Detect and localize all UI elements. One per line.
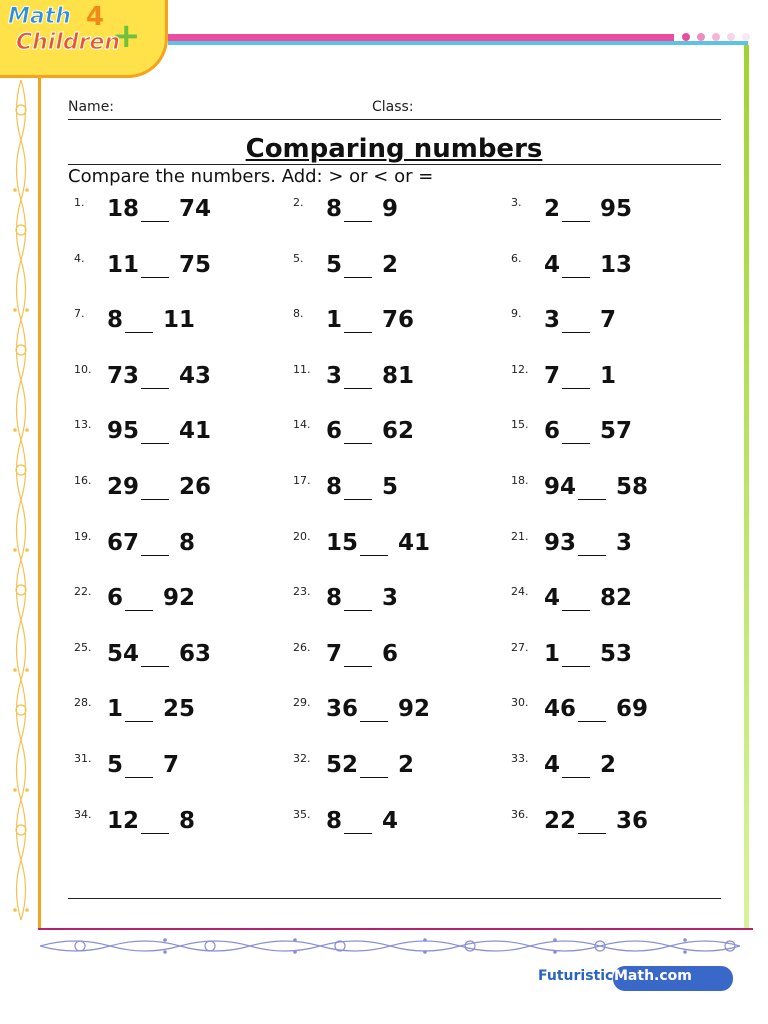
answer-blank[interactable]	[141, 832, 169, 834]
left-number: 8	[326, 807, 343, 834]
problem-number: 4.	[74, 251, 85, 265]
problem-expression	[326, 641, 398, 667]
bottom-border-line	[38, 928, 753, 930]
problem-expression	[326, 530, 430, 556]
problem-expression	[107, 307, 195, 333]
class-label: Class:	[372, 99, 414, 115]
problem-number: 14.	[293, 418, 311, 432]
problem-expression	[544, 363, 616, 389]
right-number: 43	[179, 362, 212, 389]
problem-expression	[326, 418, 414, 444]
right-number: 2	[600, 752, 617, 778]
answer-blank[interactable]	[344, 276, 372, 278]
answer-blank[interactable]	[344, 442, 372, 444]
answer-blank[interactable]	[344, 665, 372, 667]
right-number: 82	[600, 585, 633, 612]
right-number: 95	[600, 196, 633, 222]
problem-expression	[544, 585, 632, 611]
problem-number: 32.	[293, 752, 311, 765]
left-number: 4	[544, 585, 561, 612]
answer-blank[interactable]	[141, 220, 169, 222]
problem-expression	[544, 196, 632, 222]
problem-expression	[544, 474, 648, 500]
right-number: 8	[179, 529, 196, 556]
left-number: 3	[326, 362, 343, 389]
math4children-logo	[0, 0, 168, 78]
problem-expression	[544, 418, 632, 444]
answer-blank[interactable]	[562, 665, 590, 667]
answer-blank[interactable]	[344, 387, 372, 389]
problem-expression	[544, 696, 648, 722]
problem-number: 23.	[293, 585, 311, 599]
bottom-rule	[68, 898, 721, 899]
problem-expression	[107, 474, 211, 500]
problem-number: 29.	[293, 696, 311, 710]
problem-number: 30.	[511, 696, 529, 710]
name-class-line	[68, 119, 721, 120]
problem-number: 27.	[511, 640, 529, 654]
problem-expression	[107, 418, 211, 444]
problem-number: 33.	[511, 752, 529, 765]
left-number: 22	[544, 807, 577, 834]
left-number: 2	[544, 196, 561, 222]
left-number: 12	[107, 807, 140, 834]
right-number: 92	[398, 696, 431, 723]
problem-number: 9.	[511, 307, 522, 321]
problem-expression	[326, 696, 430, 722]
left-number: 1	[326, 307, 343, 334]
right-number: 3	[616, 529, 633, 556]
left-number: 6	[544, 418, 561, 445]
problem-number: 7.	[74, 307, 85, 321]
left-number: 8	[326, 196, 343, 222]
left-number: 15	[326, 529, 359, 556]
right-number: 13	[600, 251, 633, 278]
left-number: 36	[326, 696, 359, 723]
problem-number: 6.	[511, 251, 522, 265]
problem-number: 12.	[511, 362, 529, 376]
left-number: 8	[326, 585, 343, 612]
problem-number: 13.	[74, 418, 92, 432]
left-number: 94	[544, 474, 577, 500]
answer-blank[interactable]	[344, 832, 372, 834]
footer-brand-part2: Math.com	[614, 968, 692, 984]
left-number: 1	[107, 696, 124, 723]
left-border-line	[38, 78, 41, 930]
problem-number: 26.	[293, 640, 311, 654]
left-number: 3	[544, 307, 561, 334]
right-number: 92	[163, 585, 196, 612]
top-blue-stripe	[168, 41, 748, 45]
problem-expression	[326, 307, 414, 333]
bottom-ornament-border	[40, 934, 752, 958]
problem-number: 31.	[74, 752, 92, 765]
problem-number: 16.	[74, 474, 92, 487]
answer-blank[interactable]	[125, 720, 153, 722]
top-dot	[742, 33, 750, 41]
right-number: 63	[179, 640, 212, 667]
answer-blank[interactable]	[562, 387, 590, 389]
name-label: Name:	[68, 99, 115, 115]
instructions: Compare the numbers. Add: > or < or =	[68, 166, 434, 187]
problem-expression	[107, 641, 211, 667]
left-number: 67	[107, 529, 140, 556]
top-dot	[712, 33, 720, 41]
left-number: 7	[544, 362, 561, 389]
answer-blank[interactable]	[141, 665, 169, 667]
problem-number: 22.	[74, 585, 92, 599]
answer-blank[interactable]	[125, 609, 153, 611]
problem-expression	[107, 196, 211, 222]
problem-expression	[107, 808, 195, 834]
answer-blank[interactable]	[344, 609, 372, 611]
logo-text-math: Math	[8, 4, 71, 29]
right-number: 62	[382, 418, 415, 445]
right-number: 81	[382, 362, 415, 389]
problem-number: 17.	[293, 474, 311, 487]
problem-expression	[107, 696, 195, 722]
right-number: 8	[179, 807, 196, 834]
problem-expression	[326, 808, 398, 834]
problem-expression	[107, 752, 179, 778]
answer-blank[interactable]	[344, 331, 372, 333]
right-number: 9	[382, 196, 399, 222]
left-number: 5	[107, 752, 124, 778]
answer-blank[interactable]	[578, 832, 606, 834]
right-number: 69	[616, 696, 649, 723]
right-number: 41	[398, 529, 431, 556]
problem-number: 19.	[74, 529, 92, 543]
answer-blank[interactable]	[360, 554, 388, 556]
right-number: 58	[616, 474, 649, 500]
problem-expression	[107, 252, 211, 278]
problem-expression	[326, 363, 414, 389]
left-number: 7	[326, 640, 343, 667]
right-number: 25	[163, 696, 196, 723]
problem-number: 21.	[511, 529, 529, 543]
problem-expression	[107, 530, 195, 556]
problem-expression	[544, 641, 632, 667]
problem-number: 2.	[293, 196, 304, 209]
left-number: 4	[544, 752, 561, 778]
left-number: 93	[544, 529, 577, 556]
right-number: 26	[179, 474, 212, 500]
answer-blank[interactable]	[141, 554, 169, 556]
right-number: 36	[616, 807, 649, 834]
left-number: 54	[107, 640, 140, 667]
problem-expression	[107, 585, 195, 611]
left-number: 52	[326, 752, 359, 778]
problem-number: 36.	[511, 807, 529, 821]
left-number: 4	[544, 251, 561, 278]
left-number: 8	[326, 474, 343, 500]
problem-number: 28.	[74, 696, 92, 710]
problem-number: 18.	[511, 474, 529, 487]
left-number: 1	[544, 640, 561, 667]
problem-number: 15.	[511, 418, 529, 432]
answer-blank[interactable]	[141, 276, 169, 278]
right-number: 2	[398, 752, 415, 778]
problem-number: 20.	[293, 529, 311, 543]
left-number: 95	[107, 418, 140, 445]
right-number: 7	[163, 752, 180, 778]
right-number: 76	[382, 307, 415, 334]
top-dot	[697, 33, 705, 41]
answer-blank[interactable]	[562, 276, 590, 278]
top-dot	[727, 33, 735, 41]
page-title: Comparing numbers	[245, 134, 543, 164]
problem-number: 10.	[74, 362, 92, 376]
answer-blank[interactable]	[562, 776, 590, 778]
answer-blank[interactable]	[125, 331, 153, 333]
left-number: 18	[107, 196, 140, 222]
right-number: 4	[382, 807, 399, 834]
left-number: 5	[326, 251, 343, 278]
left-number: 6	[326, 418, 343, 445]
problem-number: 25.	[74, 640, 92, 654]
answer-blank[interactable]	[344, 220, 372, 222]
right-number: 11	[163, 307, 196, 334]
left-number: 11	[107, 251, 140, 278]
problem-number: 35.	[293, 807, 311, 821]
top-pink-stripe	[168, 34, 674, 41]
right-number: 57	[600, 418, 633, 445]
right-number: 3	[382, 585, 399, 612]
answer-blank[interactable]	[562, 331, 590, 333]
answer-blank[interactable]	[360, 720, 388, 722]
answer-blank[interactable]	[344, 498, 372, 500]
left-number: 29	[107, 474, 140, 500]
problem-expression	[544, 808, 648, 834]
logo-text-children: Children	[16, 30, 121, 55]
right-number: 75	[179, 251, 212, 278]
answer-blank[interactable]	[562, 220, 590, 222]
problem-expression	[326, 252, 398, 278]
problem-expression	[544, 530, 632, 556]
problem-number: 8.	[293, 307, 304, 321]
problem-expression	[326, 196, 398, 222]
answer-blank[interactable]	[125, 776, 153, 778]
right-number: 5	[382, 474, 399, 500]
right-border-line	[744, 45, 749, 930]
answer-blank[interactable]	[562, 442, 590, 444]
left-number: 6	[107, 585, 124, 612]
problem-expression	[544, 252, 632, 278]
left-ornament-border	[10, 80, 32, 940]
problem-number: 1.	[74, 196, 85, 209]
problem-number: 11.	[293, 362, 311, 376]
problem-expression	[107, 363, 211, 389]
problem-number: 5.	[293, 251, 304, 265]
left-number: 73	[107, 362, 140, 389]
footer-brand-part1: Futuristic	[538, 968, 614, 984]
right-number: 2	[382, 251, 399, 278]
right-number: 7	[600, 307, 617, 334]
answer-blank[interactable]	[360, 776, 388, 778]
answer-blank[interactable]	[578, 720, 606, 722]
right-number: 74	[179, 196, 212, 222]
problem-expression	[326, 474, 398, 500]
logo-text-four: 4	[86, 2, 105, 32]
answer-blank[interactable]	[141, 442, 169, 444]
answer-blank[interactable]	[141, 387, 169, 389]
left-number: 8	[107, 307, 124, 334]
problem-expression	[326, 752, 414, 778]
problem-number: 3.	[511, 196, 522, 209]
right-number: 6	[382, 640, 399, 667]
right-number: 1	[600, 362, 617, 389]
problem-expression	[326, 585, 398, 611]
title-rule	[68, 164, 721, 165]
problem-expression	[544, 752, 616, 778]
answer-blank[interactable]	[562, 609, 590, 611]
problem-number: 34.	[74, 807, 92, 821]
left-number: 46	[544, 696, 577, 723]
right-number: 41	[179, 418, 212, 445]
answer-blank[interactable]	[141, 498, 169, 500]
top-dot	[682, 33, 690, 41]
logo-plus-icon: +	[112, 16, 141, 56]
problem-number: 24.	[511, 585, 529, 599]
right-number: 53	[600, 640, 633, 667]
answer-blank[interactable]	[578, 554, 606, 556]
answer-blank[interactable]	[578, 498, 606, 500]
problem-expression	[544, 307, 616, 333]
